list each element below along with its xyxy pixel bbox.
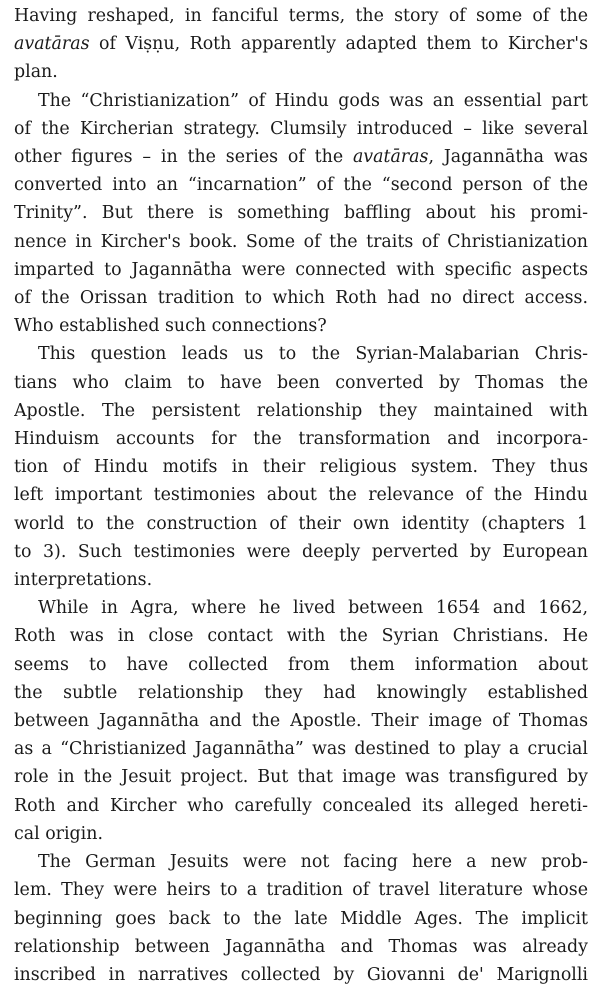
- italic-term: avatāras: [14, 34, 90, 55]
- text-line: nence in Kircher's book. Some of the traits of Christianization: [14, 231, 588, 252]
- text-line: left important testimonies about the relevance of the Hindu: [14, 485, 588, 506]
- paragraph-2: [14, 87, 588, 341]
- text-line: other figures – in the series of the avatāras, Jagannātha was: [14, 147, 588, 168]
- text-line: This question leads us to the Syrian-Malabarian Chris-: [38, 344, 588, 365]
- text-line: Roth was in close contact with the Syrian Christians. He: [14, 626, 588, 647]
- text-line: interpretations.: [14, 570, 153, 591]
- text-line: Hinduism accounts for the transformation and incorpora-: [14, 429, 588, 450]
- document-page: [14, 2, 588, 989]
- text-line: cal origin.: [14, 823, 103, 844]
- paragraph-1: [14, 2, 588, 87]
- text-line: Having reshaped, in fanciful terms, the story of some of the: [14, 6, 588, 26]
- paragraph-4: [14, 594, 588, 848]
- text-line: the subtle relationship they had knowingly established: [14, 682, 588, 703]
- text-line: of the Kircherian strategy. Clumsily introduced – like several: [14, 118, 588, 139]
- text-line: world to the construction of their own identity (chapters 1: [14, 513, 588, 534]
- text-line: inscribed in narratives collected by Giovanni de' Marignolli: [14, 964, 588, 985]
- text-line: between Jagannātha and the Apostle. Their image of Thomas: [14, 711, 588, 732]
- text-line: tians who claim to have been converted by Thomas the: [14, 372, 588, 393]
- text-line: The “Christianization” of Hindu gods was an essential part: [38, 90, 588, 111]
- text-line: Apostle. The persistent relationship they maintained with: [14, 400, 588, 421]
- text-line: relationship between Jagannātha and Thomas was already: [14, 936, 588, 957]
- text-line: Who established such connections?: [14, 316, 327, 337]
- paragraph-3: [14, 340, 588, 594]
- text-line: lem. They were heirs to a tradition of travel literature whose: [14, 880, 588, 901]
- text-line: Roth and Kircher who carefully concealed its alleged hereti-: [14, 795, 588, 816]
- text-line: converted into an “incarnation” of the “second person of the: [14, 175, 588, 196]
- text-line: of the Orissan tradition to which Roth had no direct access.: [14, 288, 588, 309]
- text-line: as a “Christianized Jagannātha” was destined to play a crucial: [14, 739, 588, 760]
- text-line: tion of Hindu motifs in their religious system. They thus: [14, 457, 588, 478]
- text-line: role in the Jesuit project. But that image was transfigured by: [14, 767, 588, 788]
- text-line: plan.: [14, 62, 58, 83]
- text-line: seems to have collected from them information about: [14, 654, 588, 675]
- text-line: Trinity”. But there is something baffling about his promi-: [14, 203, 588, 224]
- text-line: beginning goes back to the late Middle Ages. The implicit: [14, 908, 588, 929]
- text-line: While in Agra, where he lived between 1654 and 1662,: [38, 598, 588, 619]
- text-line: imparted to Jagannātha were connected with specific aspects: [14, 259, 588, 280]
- paragraph-5: [14, 848, 588, 989]
- text-line: avatāras of Viṣṇu, Roth apparently adapted them to Kircher's: [14, 34, 588, 55]
- text-line: to 3). Such testimonies were deeply perverted by European: [14, 541, 588, 562]
- text-line: The German Jesuits were not facing here a new prob-: [38, 852, 588, 873]
- italic-term: avatāras: [352, 147, 429, 168]
